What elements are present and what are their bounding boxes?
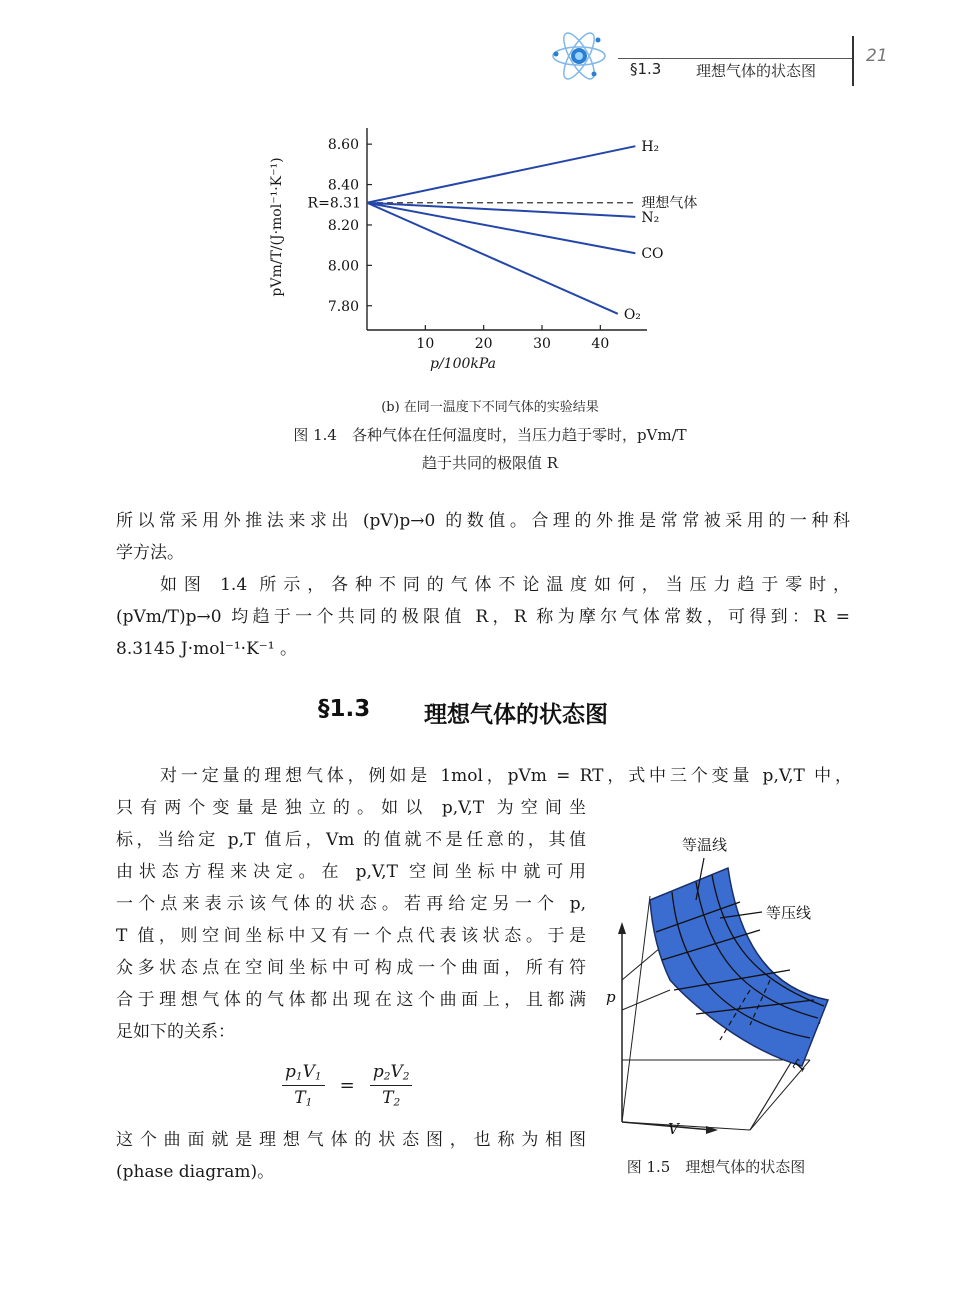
body-line7: 众多状态点在空间坐标中可构成一个曲面，所有符 [116,958,586,978]
chart-x-axis-label: p/100kPa [430,356,497,372]
chart-y-tick-label: 8.60 [327,137,359,154]
paragraph-2-line3: 8.3145 J·mol⁻¹·K⁻¹ 。 [116,639,297,659]
section-title: 理想气体的状态图 [424,702,608,728]
chart-series-line [367,146,635,203]
gas-limit-chart [262,120,722,390]
isotherm-label: 等温线 [682,836,728,854]
chart-y-tick-label: 7.80 [327,298,359,315]
header-section: §1.3 [630,60,662,78]
chart-y-tick-label: 8.00 [327,258,359,275]
chart-series-line [367,203,618,314]
atom-logo-icon [548,32,610,80]
chart-x-tick-label: 20 [474,336,493,352]
chart-series-label: 理想气体 [641,195,698,212]
header-rule [618,58,854,59]
isobar-label: 等压线 [766,904,812,922]
body-line3: 标，当给定 p,T 值后，Vm 的值就不是任意的，其值 [116,830,586,850]
chart-y-axis-label: pVm/T/(J·mol⁻¹·K⁻¹) [269,157,285,297]
chart-r-label: R=8.31 [307,195,361,212]
v-axis-label: V [668,1120,679,1138]
chart-x-tick-label: 30 [533,336,551,352]
body-line10: 这个曲面就是理想气体的状态图，也称为相图 [116,1130,586,1150]
chart-x-tick-label: 40 [591,336,610,352]
paragraph-1-line2: 学方法。 [116,543,184,563]
chart-series-label: CO [641,246,664,263]
chart-series-label: N₂ [641,209,660,226]
paragraph-2-line1: 如图 1.4 所示，各种不同的气体不论温度如何，当压力趋于零时， [160,575,850,595]
body-line8: 合于理想气体的气体都出现在这个曲面上，且都满 [116,990,586,1010]
body-line6: T 值，则空间坐标中又有一个点代表该状态。于是 [116,926,586,946]
paragraph-2-line2: (pVm/T)p→0 均趋于一个共同的极限值 R，R 称为摩尔气体常数，可得到：R = [116,607,850,627]
figure-1-4-caption-line1: 图 1.4 各种气体在任何温度时，当压力趋于零时，pVm/T [293,426,687,444]
section-number: §1.3 [318,696,371,722]
p-axis-label: p [606,988,616,1006]
body-line9: 足如下的关系： [116,1022,235,1042]
chart-x-tick-label: 10 [416,336,435,352]
chart-series-label: H₂ [641,139,660,156]
p-axis-arrow-icon [618,922,626,934]
header [0,0,980,90]
figure-1-4-caption-line2: 趋于共同的极限值 R [421,454,559,472]
equation-right-fraction: $\frac{p_2V_2}{T_2}$ [370,1062,413,1108]
paragraph-1-line1: 所以常采用外推法来求出 (pV)p→0 的数值。合理的外推是常常被采用的一种科 [116,511,850,531]
chart-y-tick-label: 8.20 [327,217,359,234]
figure-1-4-subcaption: (b) 在同一温度下不同气体的实验结果 [381,400,599,415]
body-line11: (phase diagram)。 [116,1162,275,1182]
page-number: 21 [866,46,888,66]
header-divider [852,36,854,86]
body-line5: 一个点来表示该气体的状态。若再给定另一个 p, [116,894,586,914]
body-line2: 只有两个变量是独立的。如以 p,V,T 为空间坐 [116,798,586,818]
body-line4: 由状态方程来决定。在 p,V,T 空间坐标中就可用 [116,862,586,882]
header-title: 理想气体的状态图 [696,62,817,80]
t-axis-label: T [789,1057,810,1076]
state-equation: $\frac{p_1V_1}{T_1}$ = $\frac{p_2V_2}{T_2}$ [282,1062,412,1108]
chart-series-label: O₂ [623,306,641,323]
figure-1-5-caption: 图 1.5 理想气体的状态图 [626,1158,806,1176]
body-line1: 对一定量的理想气体，例如是 1mol，pVm = RT，式中三个变量 p,V,T 中， [160,766,852,786]
state-surface-diagram [600,830,850,1150]
equation-left-fraction: $\frac{p_1V_1}{T_1}$ [282,1062,325,1108]
chart-y-tick-label: 8.40 [327,177,359,194]
